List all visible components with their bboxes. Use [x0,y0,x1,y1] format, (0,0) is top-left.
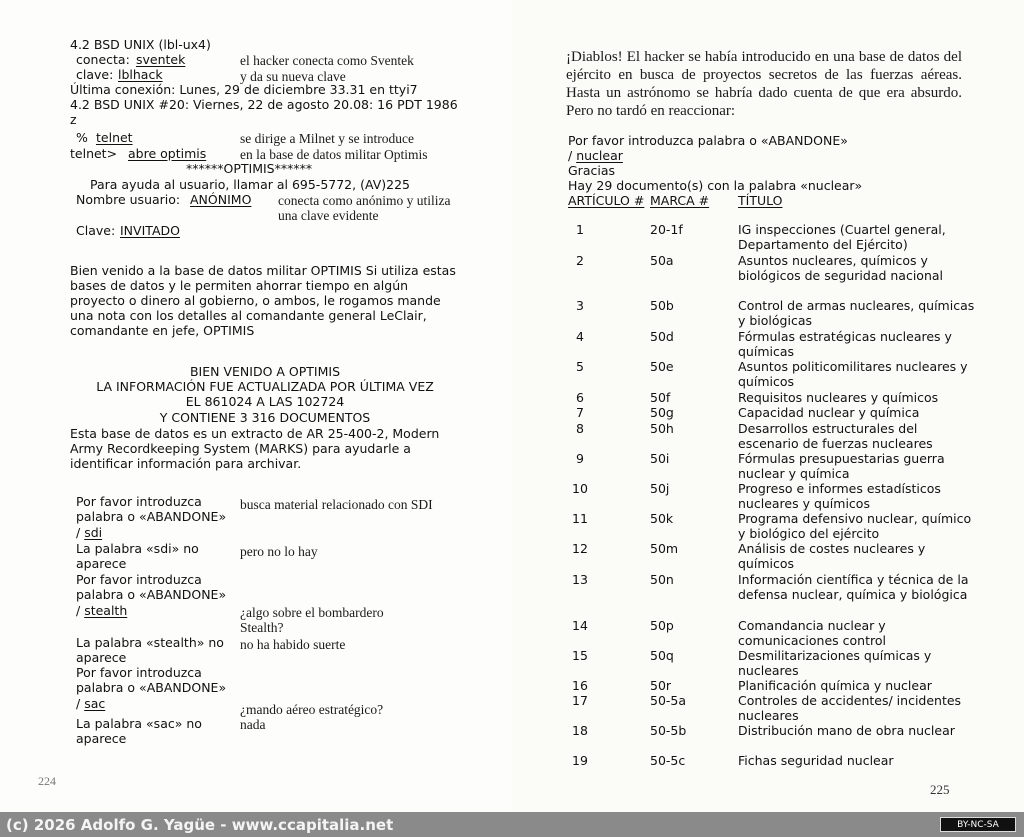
extract-paragraph: Esta base de datos es un extracto de AR 25-400-2, Modern Army Recordkeeping System (MARKS) para ayudarle a identificar información para archivar. [70,426,440,471]
row-number: 10 [572,481,588,496]
row-title: Información científica y técnica de la defensa nuclear, química y biológica [738,572,969,602]
row-title: Fichas seguridad nuclear [738,753,894,768]
input-prefix-3: / sac [76,696,106,711]
row-number: 7 [576,405,584,420]
row-title: Fórmulas estratégicas nucleares y químicas [738,329,952,359]
row-title: Programa defensivo nuclear, químico y biológico del ejército [738,511,972,541]
intro-paragraph: ¡Diablos! El hacker se había introducido en una base de datos del ejército en busca de proyectos secretos de las fuerzas aéreas. Hasta un astrónomo se habría dado cuenta de que era absurdo. Pero no tardó en reaccionar: [566,49,962,119]
row-marca: 50-5b [650,723,687,738]
query-input-1: sdi [84,525,103,540]
row-number: 13 [572,572,588,587]
row-number: 6 [576,390,584,405]
input-prefix: / [568,148,573,163]
no-result-2: La palabra «stealth» no aparece [76,635,224,665]
row-number: 15 [572,648,588,663]
row-number: 8 [576,421,584,436]
row-title: Progreso e informes estadísticos nucleares y químicos [738,481,941,511]
row-title: Desarrollos estructurales del escenario de fuerzas nucleares [738,421,933,451]
left-page [0,0,512,812]
query-prompt-2: Por favor introduzca palabra o «ABANDONE» [76,572,227,602]
row-title: Fórmulas presupuestarias guerra nuclear y química [738,451,945,481]
row-title: Asuntos politicomilitares nucleares y químicos [738,359,968,389]
row-title: Planificación química y nuclear [738,678,932,693]
credit-bar [0,812,1024,837]
query-input-2: stealth [84,603,128,618]
abre-command: abre optimis [128,146,207,161]
row-marca: 50h [650,421,674,436]
connect-value: sventek [136,52,186,67]
row-number: 11 [572,511,588,526]
right-page-number: 225 [930,782,950,797]
user-value: ANÓNIMO [190,192,252,207]
welcome-paragraph: Bien venido a la base de datos militar OPTIMIS Si utiliza estas bases de datos y le permiten ahorrar tiempo en algún proyecto o dinero al gobierno, o ambos, le rogamos mande una nota con los detalles al comandante general LeClair, comandante en jefe, OPTIMIS [70,263,456,338]
input-prefix-2: / stealth [76,603,128,618]
user-label: Nombre usuario: [76,192,181,207]
optimis-banner: ******OPTIMIS****** [186,161,313,176]
row-title: Desmilitarizaciones químicas y nucleares [738,648,932,678]
abre-prefix: telnet> [70,146,118,161]
banner-line-3: EL 861024 A LAS 102724 [185,394,345,409]
row-number: 19 [572,753,588,768]
row-marca: 50f [650,390,671,405]
telnet-prefix: % [76,130,88,145]
row-number: 5 [576,359,584,374]
query-note-5: ¿mando aéreo estratégico? [240,702,384,717]
key-label: clave: [76,67,114,82]
license-badge: BY-NC-SA [957,819,999,830]
row-title: IG inspecciones (Cuartel general, Departamento del Ejército) [738,222,946,252]
row-number: 1 [576,222,584,237]
row-title: Requisitos nucleares y químicos [738,390,939,405]
query-note-6: nada [240,717,266,732]
no-result-1: La palabra «sdi» no aparece [76,541,199,571]
row-number: 9 [576,451,584,466]
pass-value: INVITADO [120,223,180,238]
nuclear-prompt: Por favor introduzca palabra o «ABANDONE» [568,133,848,148]
gracias: Gracias [568,163,616,178]
row-title: Controles de accidentes/ incidentes nucleares [738,693,962,723]
query-note-2: pero no lo hay [240,544,318,559]
bsd-line: 4.2 BSD UNIX #20: Viernes, 22 de agosto 20.08: 16 PDT 1986 [70,97,458,112]
key-value: lblhack [118,67,163,82]
row-marca: 50m [650,541,679,556]
row-number: 2 [576,253,584,268]
nuclear-input: nuclear [576,148,623,163]
nuclear-input-line [568,148,623,163]
row-marca: 50-5c [650,753,686,768]
row-title: Capacidad nuclear y química [738,405,920,420]
row-title: Distribución mano de obra nuclear [738,723,955,738]
row-marca: 50e [650,359,674,374]
query-note-4: no ha habido suerte [240,637,346,652]
count-line: Hay 29 documento(s) con la palabra «nuclear» [568,178,863,193]
z-line: z [70,112,77,127]
help-line: Para ayuda al usuario, llamar al 695-5772, (AV)225 [90,177,410,192]
row-title: Asuntos nucleares, químicos y biológicos de seguridad nacional [738,253,943,283]
last-connection: Última conexión: Lunes, 29 de diciembre 33.31 en ttyi7 [70,82,418,97]
row-number: 3 [576,298,584,313]
query-note-1: busca material relacionado con SDI [240,497,433,512]
query-prompt-3: Por favor introduzca palabra o «ABANDONE» [76,665,227,695]
row-number: 4 [576,329,584,344]
telnet-note: se dirige a Milnet y se introduce [240,131,414,146]
query-prompt-1: Por favor introduzca palabra o «ABANDONE» [76,494,227,524]
credit-text: (c) 2026 Adolfo G. Yagüe - www.ccapitalia.net [6,816,394,834]
header-marca: MARCA # [650,193,710,208]
key-note: y da su nueva clave [240,69,346,84]
row-number: 18 [572,723,588,738]
row-marca: 50n [650,572,674,587]
session-line: 4.2 BSD UNIX (lbl-ux4) [70,37,211,52]
row-marca: 50j [650,481,670,496]
row-marca: 50a [650,253,674,268]
connect-note: el hacker conecta como Sventek [240,53,414,68]
row-number: 14 [572,618,588,633]
row-number: 17 [572,693,588,708]
banner-line-1: BIEN VENIDO A OPTIMIS [189,364,341,379]
connect-label: conecta: [76,52,130,67]
left-page-number: 224 [38,774,56,788]
user-note: conecta como anónimo y utiliza una clave evidente [278,193,451,223]
row-marca: 20-1f [650,222,683,237]
row-marca: 50r [650,678,672,693]
row-marca: 50p [650,618,674,633]
cc-icon [940,817,1016,832]
row-title: Control de armas nucleares, químicas y biológicas [738,298,975,328]
row-marca: 50i [650,451,670,466]
header-titulo: TÍTULO [738,193,783,208]
banner-line-2: LA INFORMACIÓN FUE ACTUALIZADA POR ÚLTIMA VEZ [96,379,434,394]
row-number: 12 [572,541,588,556]
row-marca: 50b [650,298,674,313]
row-title: Análisis de costes nucleares y químicos [738,541,926,571]
header-articulo: ARTÍCULO # [568,193,645,208]
right-page [512,0,1024,812]
query-input-3: sac [84,696,106,711]
input-prefix-1: / sdi [76,525,103,540]
query-note-3: ¿algo sobre el bombardero Stealth? [240,605,384,635]
banner-line-4: Y CONTIENE 3 316 DOCUMENTOS [159,410,371,425]
no-result-3: La palabra «sac» no aparece [76,716,202,746]
telnet-command: telnet [96,130,133,145]
row-number: 16 [572,678,588,693]
pass-label: Clave: [76,223,116,238]
row-marca: 50-5a [650,693,687,708]
row-marca: 50d [650,329,674,344]
row-marca: 50k [650,511,674,526]
row-title: Comandancia nuclear y comunicaciones control [738,618,886,648]
row-marca: 50g [650,405,674,420]
abre-note: en la base de datos militar Optimis [240,147,428,162]
row-marca: 50q [650,648,674,663]
